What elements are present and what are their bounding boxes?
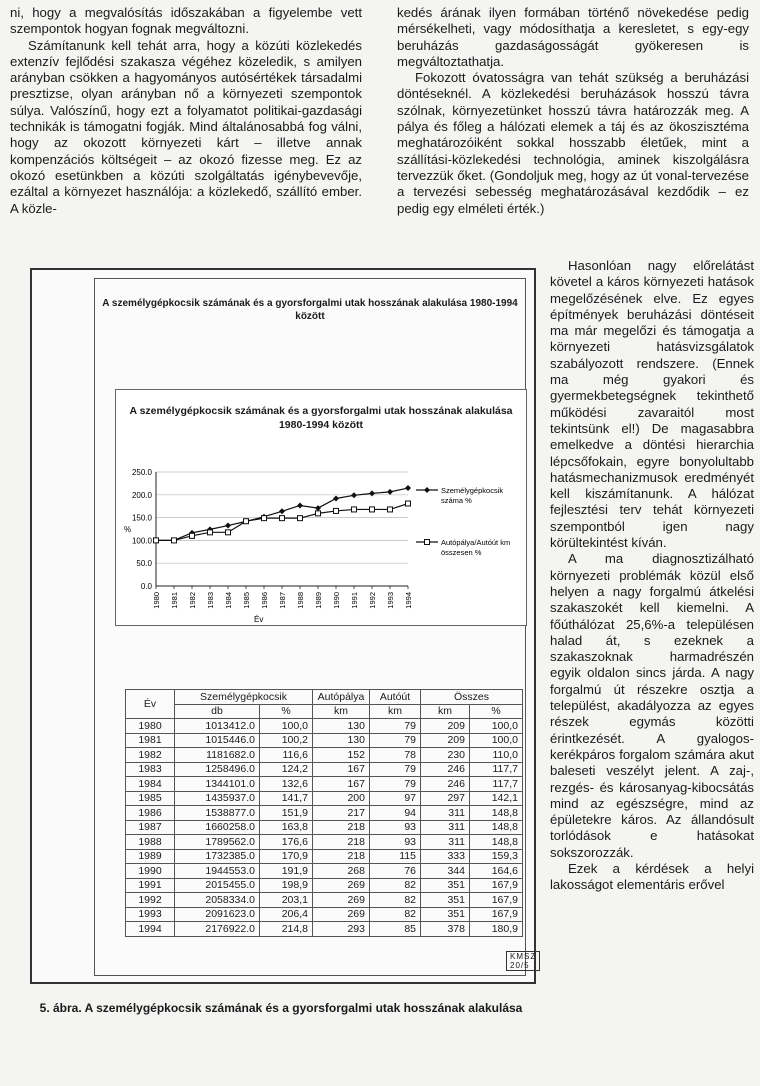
- table-row: [126, 791, 523, 806]
- data-point: [154, 538, 159, 543]
- table-cell: 203,1: [260, 893, 313, 908]
- table-cell: 1986: [126, 806, 175, 821]
- table-cell: 167,9: [470, 907, 523, 922]
- table-cell: 142,1: [470, 791, 523, 806]
- table-cell: 82: [370, 878, 421, 893]
- table-row: [126, 777, 523, 792]
- table-cell: 1660258.0: [175, 820, 260, 835]
- table-cell: 1989: [126, 849, 175, 864]
- figure-frame: [30, 268, 536, 984]
- data-point: [190, 533, 195, 538]
- table-cell: 2015455.0: [175, 878, 260, 893]
- table-cell: 110,0: [470, 748, 523, 763]
- x-tick-label: 1986: [260, 592, 269, 609]
- table-cell: 246: [421, 777, 470, 792]
- table-cell: 1982: [126, 748, 175, 763]
- data-point: [333, 495, 339, 501]
- table-cell: 218: [313, 849, 370, 864]
- table-cell: 79: [370, 733, 421, 748]
- data-point: [298, 516, 303, 521]
- data-point: [388, 507, 393, 512]
- y-tick-label: 0.0: [140, 582, 152, 591]
- table-cell: 1983: [126, 762, 175, 777]
- table-cell: 269: [313, 907, 370, 922]
- table-row: [126, 878, 523, 893]
- table-cell: 176,6: [260, 835, 313, 850]
- data-point: [315, 505, 321, 511]
- table-cell: 198,9: [260, 878, 313, 893]
- data-point: [280, 516, 285, 521]
- table-cell: 167,9: [470, 893, 523, 908]
- table-row: [126, 864, 523, 879]
- table-cell: 1991: [126, 878, 175, 893]
- table-subheader: km: [313, 704, 370, 719]
- table-cell: 311: [421, 835, 470, 850]
- y-tick-label: 250.0: [131, 468, 152, 477]
- paragraph: ni, hogy a megvalósítás időszakában a figyelembe vett szempontok hogyan fognak megváltozni.: [10, 5, 362, 37]
- data-point: [387, 489, 393, 495]
- table-row: [126, 835, 523, 850]
- paragraph: kedés árának ilyen formában történő növekedése pedig mérsékelheti, vagy módosíthatja a keresletet, s egy-egy beruházás gazdaságosságát gyökeresen is megváltoztathatja.: [397, 5, 749, 69]
- table-cell: 116,6: [260, 748, 313, 763]
- table-cell: 79: [370, 777, 421, 792]
- table-cell: 117,7: [470, 762, 523, 777]
- table-cell: 1538877.0: [175, 806, 260, 821]
- data-point: [370, 507, 375, 512]
- table-subheader: db: [175, 704, 260, 719]
- table-cell: 180,9: [470, 922, 523, 937]
- table-cell: 93: [370, 835, 421, 850]
- table-cell: 1985: [126, 791, 175, 806]
- table-cell: 170,9: [260, 849, 313, 864]
- legend-label: Személygépkocsik: [441, 486, 504, 495]
- table-cell: 148,8: [470, 835, 523, 850]
- table-cell: 100,0: [470, 719, 523, 734]
- data-table: [125, 689, 523, 937]
- data-point: [352, 507, 357, 512]
- table-cell: 151,9: [260, 806, 313, 821]
- right-column-narrow: [550, 258, 754, 894]
- table-row: [126, 806, 523, 821]
- table-cell: 1984: [126, 777, 175, 792]
- table-cell: 159,3: [470, 849, 523, 864]
- y-tick-label: 200.0: [131, 490, 152, 500]
- table-cell: 1015446.0: [175, 733, 260, 748]
- table-cell: 344: [421, 864, 470, 879]
- x-tick-label: 1985: [242, 592, 251, 609]
- table-cell: 1990: [126, 864, 175, 879]
- table-row: [126, 820, 523, 835]
- table-cell: 351: [421, 893, 470, 908]
- legend-label: összesen %: [441, 548, 482, 557]
- table-cell: 152: [313, 748, 370, 763]
- table-cell: 1987: [126, 820, 175, 835]
- table-row: [126, 922, 523, 937]
- table-cell: 297: [421, 791, 470, 806]
- table-cell: 268: [313, 864, 370, 879]
- table-cell: 130: [313, 719, 370, 734]
- table-cell: 100,0: [470, 733, 523, 748]
- table-row: [126, 907, 523, 922]
- table-cell: 1435937.0: [175, 791, 260, 806]
- table-row: [126, 849, 523, 864]
- x-tick-label: 1988: [296, 592, 305, 609]
- y-tick-label: 50.0: [136, 559, 152, 569]
- paragraph: Ezek a kérdések a helyi lakosságot elementáris erővel: [550, 860, 754, 893]
- table-body: [126, 719, 523, 937]
- table-cell: 1980: [126, 719, 175, 734]
- table-cell: 93: [370, 820, 421, 835]
- data-point: [226, 530, 231, 535]
- table-cell: 100,0: [260, 719, 313, 734]
- table-cell: 132,6: [260, 777, 313, 792]
- right-column-top: [397, 5, 749, 217]
- table-header: Év: [126, 690, 175, 719]
- table-cell: 311: [421, 820, 470, 835]
- legend-label: Autópálya/Autóút km: [441, 538, 511, 547]
- data-point: [316, 511, 321, 516]
- line-chart: [116, 390, 524, 623]
- table-cell: 217: [313, 806, 370, 821]
- table-cell: 214,8: [260, 922, 313, 937]
- table-row: [126, 893, 523, 908]
- x-tick-label: 1983: [206, 592, 215, 609]
- table-cell: 115: [370, 849, 421, 864]
- table-cell: 78: [370, 748, 421, 763]
- data-point: [262, 516, 267, 521]
- table-cell: 2091623.0: [175, 907, 260, 922]
- data-point: [225, 523, 231, 529]
- x-tick-label: 1982: [188, 592, 197, 609]
- table-cell: 82: [370, 893, 421, 908]
- table-cell: 117,7: [470, 777, 523, 792]
- x-tick-label: 1980: [152, 592, 161, 609]
- table-cell: 124,2: [260, 762, 313, 777]
- data-point: [406, 501, 411, 506]
- paragraph: Fokozott óvatosságra van tehát szükség a beruházási döntéseknél. A közlekedési beruházások hosszú távra szólnak, környezetünket hosszú távra határozzák meg. A pálya és főleg a hálózati elemek a táj és az ökoszisztéma meghatározóiként sokkal hosszabb életűek, mint a szállítási-közlekedési technológia, aminek kiszolgálásra tervezzük őket. (Gondoljuk meg, hogy az út vonal-tervezése a tervezési sebesség meghatározásával kezdődik – ez pedig egy elméleti érték.): [397, 70, 749, 216]
- table-cell: 164,6: [470, 864, 523, 879]
- table-cell: 311: [421, 806, 470, 821]
- figure-panel: [94, 278, 537, 976]
- x-tick-label: 1994: [404, 592, 413, 609]
- x-tick-label: 1981: [170, 592, 179, 609]
- table-cell: 141,7: [260, 791, 313, 806]
- table-cell: 97: [370, 791, 421, 806]
- y-tick-label: 100.0: [131, 536, 152, 546]
- table-cell: 1013412.0: [175, 719, 260, 734]
- table-cell: 167: [313, 777, 370, 792]
- table-cell: 163,8: [260, 820, 313, 835]
- table-cell: 130: [313, 733, 370, 748]
- table-cell: 209: [421, 733, 470, 748]
- data-point: [334, 508, 339, 513]
- table-header: Személygépkocsik: [175, 690, 313, 705]
- table-cell: 167,9: [470, 878, 523, 893]
- table-row: [126, 719, 523, 734]
- table-cell: 148,8: [470, 820, 523, 835]
- table-cell: 1993: [126, 907, 175, 922]
- table-cell: 191,9: [260, 864, 313, 879]
- x-tick-label: 1990: [332, 592, 341, 609]
- table-subheader: km: [370, 704, 421, 719]
- x-axis-label: Év: [254, 615, 264, 623]
- table-cell: 94: [370, 806, 421, 821]
- table-subheader: %: [260, 704, 313, 719]
- table-header: Autóút: [370, 690, 421, 705]
- table-cell: 85: [370, 922, 421, 937]
- x-tick-label: 1993: [386, 592, 395, 609]
- table-cell: 351: [421, 878, 470, 893]
- table-cell: 1789562.0: [175, 835, 260, 850]
- data-point: [297, 502, 303, 508]
- table-cell: 1344101.0: [175, 777, 260, 792]
- table-cell: 218: [313, 820, 370, 835]
- data-point: [351, 492, 357, 498]
- table-cell: 79: [370, 719, 421, 734]
- figure-outer-title: A személygépkocsik számának és a gyorsforgalmi utak hosszának alakulása 1980-1994 között: [102, 298, 518, 322]
- table-cell: 269: [313, 878, 370, 893]
- table-row: [126, 762, 523, 777]
- table-cell: 2058334.0: [175, 893, 260, 908]
- table-subheader: %: [470, 704, 523, 719]
- data-point: [172, 538, 177, 543]
- table-cell: 1988: [126, 835, 175, 850]
- table-cell: 230: [421, 748, 470, 763]
- legend-marker: [424, 487, 430, 493]
- table-cell: 378: [421, 922, 470, 937]
- table-cell: 1732385.0: [175, 849, 260, 864]
- x-tick-label: 1991: [350, 592, 359, 609]
- table-cell: 1944553.0: [175, 864, 260, 879]
- table-cell: 1992: [126, 893, 175, 908]
- table-cell: 148,8: [470, 806, 523, 821]
- table-cell: 206,4: [260, 907, 313, 922]
- table-cell: 333: [421, 849, 470, 864]
- legend-marker: [425, 540, 430, 545]
- data-point: [208, 530, 213, 535]
- table-cell: 1181682.0: [175, 748, 260, 763]
- figure-caption: 5. ábra. A személygépkocsik számának és a gyorsforgalmi utak hosszának alakulása: [39, 1001, 523, 1015]
- table-header: Összes: [421, 690, 523, 705]
- x-tick-label: 1992: [368, 592, 377, 609]
- table-cell: 200: [313, 791, 370, 806]
- table-row: [126, 748, 523, 763]
- paragraph: Hasonlóan nagy előrelátást követel a káros környezeti hatások megelőzésének elve. Ez egyes építmények beruházási döntéseit ma már megelőzi és támogatja a környezeti hatásvizsgálatok szabályozott rendszere. (Ennek ma még gyakori és gyermekbetegségnek tekinthető működési zavaraitól most tekintsünk el!) De magasabbra emelkedve a döntési hierarchia lépcsőfokain, egyre bonyolultabb hatásmechanizmusok eredményét kell kiszámítanunk. A hálózat fejlesztési terv tehát környezeti szempontból igen nagy körültekintést kíván.: [550, 258, 754, 551]
- x-tick-label: 1987: [278, 592, 287, 609]
- table-cell: 293: [313, 922, 370, 937]
- table-cell: 76: [370, 864, 421, 879]
- data-point: [405, 485, 411, 491]
- x-tick-label: 1984: [224, 592, 233, 609]
- table-cell: 82: [370, 907, 421, 922]
- table-subheader: km: [421, 704, 470, 719]
- table-cell: 100,2: [260, 733, 313, 748]
- table-cell: 218: [313, 835, 370, 850]
- data-point: [279, 508, 285, 514]
- table-cell: 1981: [126, 733, 175, 748]
- x-tick-label: 1989: [314, 592, 323, 609]
- data-point: [369, 490, 375, 496]
- y-axis-label: %: [124, 525, 132, 534]
- chart-area: [115, 389, 527, 626]
- table-cell: 269: [313, 893, 370, 908]
- table-row: [126, 733, 523, 748]
- table-cell: 167: [313, 762, 370, 777]
- table-cell: 2176922.0: [175, 922, 260, 937]
- table-cell: 1258496.0: [175, 762, 260, 777]
- table-cell: 351: [421, 907, 470, 922]
- y-tick-label: 150.0: [131, 513, 152, 523]
- data-point: [244, 519, 249, 524]
- paragraph: Számítanunk kell tehát arra, hogy a közúti közlekedés extenzív fejlődési szakasza végéhez közeledik, s amilyen arányban csökken a hagyományos autósértékek társadalmi presztizse, olyan arányban nő a környezeti szempontok súlya. Valószínű, hogy ezt a folyamatot politikai-gazdasági technikák is támogatni fogják. Mind általánosabbá fog válni, hogy az okozott környezeti kárt – illetve annak kompenzációs költségeit – az okozó fizesse meg. Ez az okozó esetünkben a közúti szolgáltatás igénybevevője, ezáltal a környezet használója: a közlekedő, szállító ember. A közle-: [10, 37, 362, 216]
- table-cell: 246: [421, 762, 470, 777]
- table-cell: 79: [370, 762, 421, 777]
- stamp: KMSZ 20/5: [506, 951, 540, 971]
- table-cell: 1994: [126, 922, 175, 937]
- chart-title: A személygépkocsik számának és a gyorsforgalmi utak hosszának alakulása 1980-1994 között: [129, 405, 513, 431]
- paragraph: A ma diagnosztizálható környezeti problémák közül első helyen a nagy forgalmú átkelési szakaszokét kell kiemelni. A főúthálózat 25,6%-a településen halad át, s ezeknek a szakaszoknak harmadrészén egyik oldalon sincs járda. A nagy forgalmú út részekre osztja a települést, akadályozza az egyes részek egymás közötti érintkezését. A gyalogos-kerékpáros forgalom számára akut baleseti veszélyt jelent. A zaj-, rezgés- és károsanyag-kibocsátás mind az egészségre, mind az épületekre káros. Az állandósult torlódások e hatásokat sokszorozzák.: [550, 551, 754, 860]
- left-column: [10, 5, 362, 217]
- legend-label: száma %: [441, 496, 472, 505]
- table-header: Autópálya: [313, 690, 370, 705]
- table-cell: 209: [421, 719, 470, 734]
